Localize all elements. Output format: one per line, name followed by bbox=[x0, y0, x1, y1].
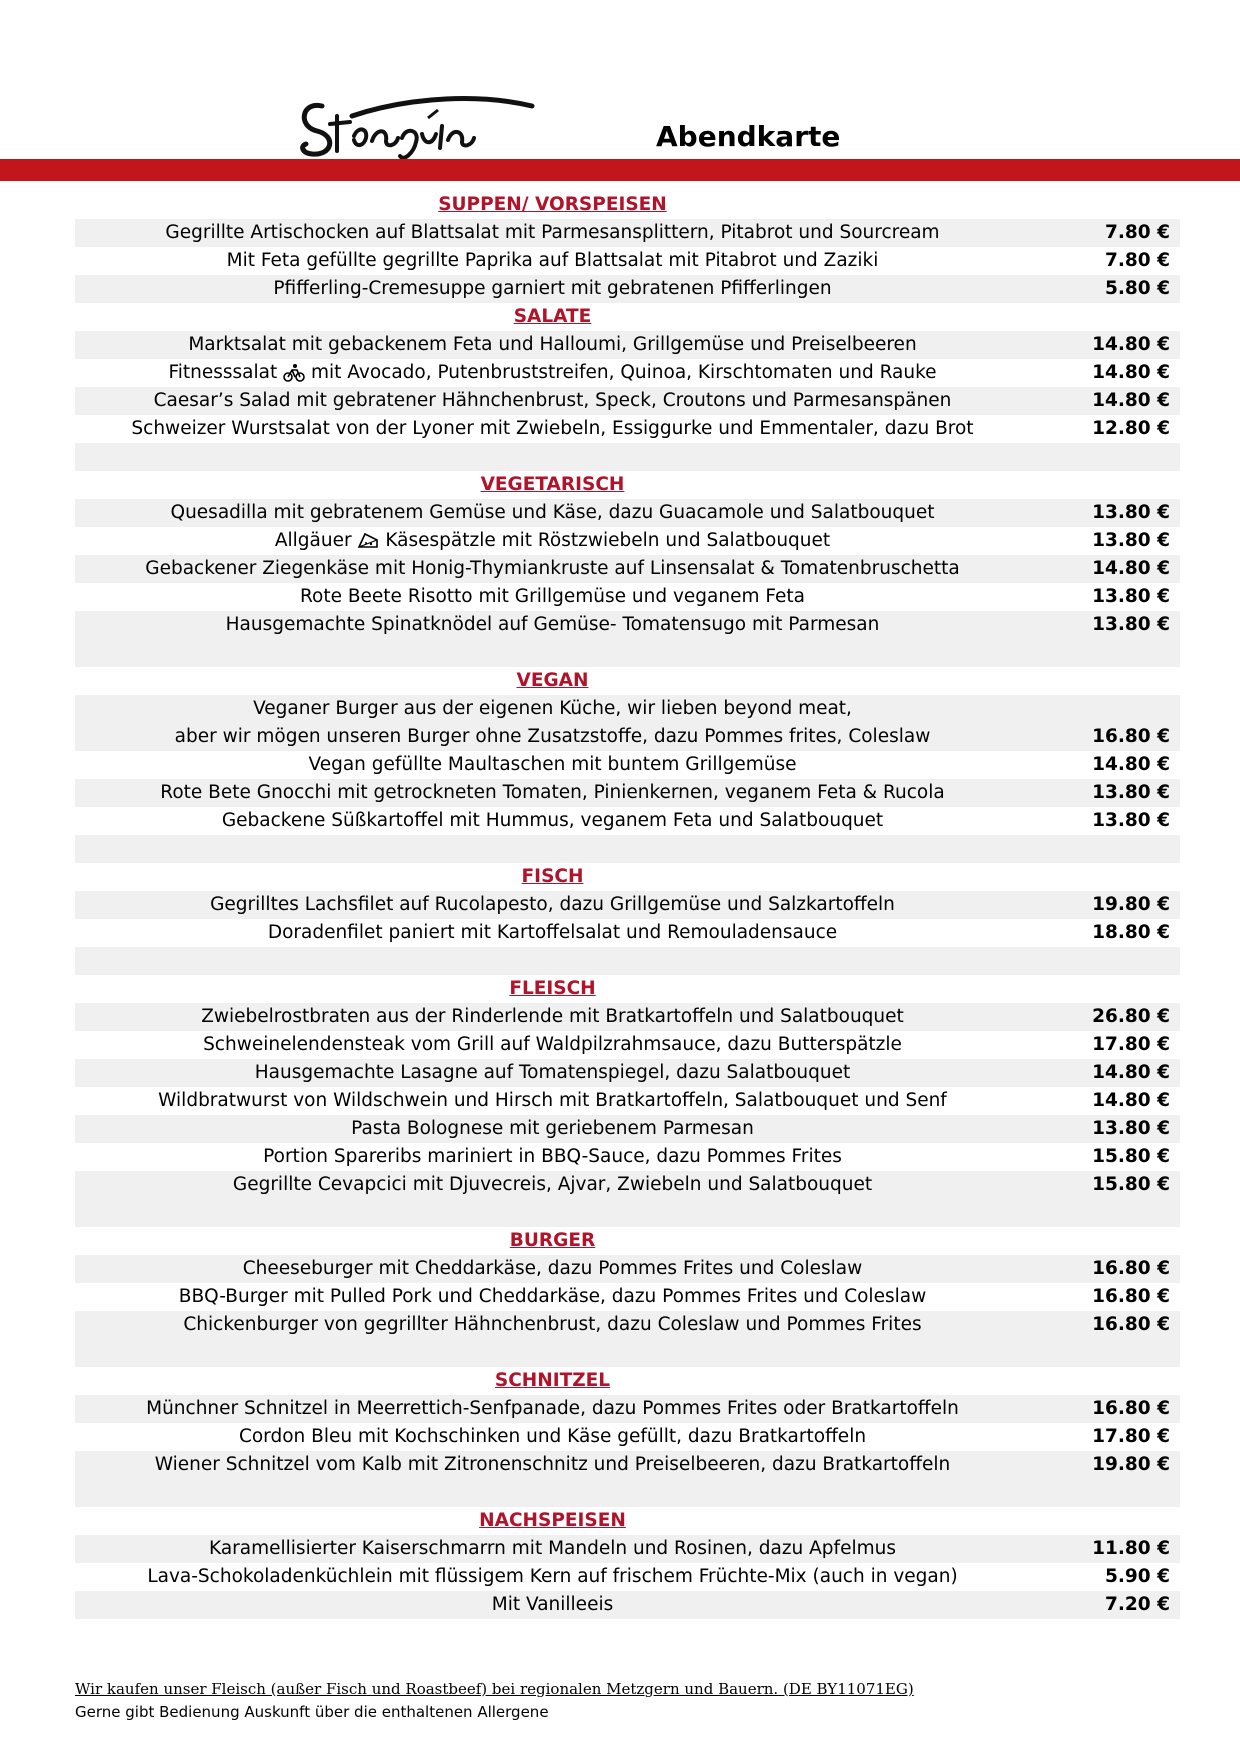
section-heading bbox=[75, 863, 1180, 891]
menu-item-price: 13.80 € bbox=[1092, 1118, 1170, 1139]
section-heading-text: FLEISCH bbox=[509, 978, 596, 999]
spacer-row bbox=[75, 639, 1180, 667]
menu-item-price: 15.80 € bbox=[1092, 1174, 1170, 1195]
menu-item bbox=[75, 415, 1180, 443]
menu-item-price: 18.80 € bbox=[1092, 922, 1170, 943]
menu-item-price: 14.80 € bbox=[1092, 1090, 1170, 1111]
section-heading-text: SUPPEN/ VORSPEISEN bbox=[438, 194, 667, 215]
section-heading-text: VEGAN bbox=[516, 670, 589, 691]
page-title: Abendkarte bbox=[656, 120, 841, 153]
menu-item-name-a: Allgäuer bbox=[274, 530, 352, 551]
menu-item-price: 17.80 € bbox=[1092, 1426, 1170, 1447]
menu-item-price: 13.80 € bbox=[1092, 586, 1170, 607]
menu-item-name: Caesar’s Salad mit gebratener Hähnchenbrust, Speck, Croutons und Parmesanspänen bbox=[153, 390, 952, 411]
menu-item-price: 7.20 € bbox=[1105, 1594, 1170, 1615]
menu-item-name: Hausgemachte Lasagne auf Tomatenspiegel, dazu Salatbouquet bbox=[254, 1062, 851, 1083]
menu-item-price: 16.80 € bbox=[1092, 1314, 1170, 1335]
menu-item bbox=[75, 1143, 1180, 1171]
menu-item-name: Wiener Schnitzel vom Kalb mit Zitronenschnitz und Preiselbeeren, dazu Bratkartoffeln bbox=[154, 1454, 951, 1475]
menu-item-name: Gegrillte Cevapcici mit Djuvecreis, Ajvar, Zwiebeln und Salatbouquet bbox=[232, 1174, 873, 1195]
menu-item-name: Doradenfilet paniert mit Kartoffelsalat und Remouladensauce bbox=[267, 922, 838, 943]
spacer-row bbox=[75, 1479, 1180, 1507]
menu-item bbox=[75, 891, 1180, 919]
menu-item-price: 16.80 € bbox=[1092, 1286, 1170, 1307]
menu-item-price: 16.80 € bbox=[1092, 1258, 1170, 1279]
menu-item-name-a: Fitnesssalat bbox=[168, 362, 278, 383]
menu-item-name: Lava-Schokoladenküchlein mit flüssigem Kern auf frischem Früchte-Mix (auch in vegan) bbox=[147, 1566, 958, 1587]
menu-item bbox=[75, 1255, 1180, 1283]
menu-item-name: Vegan gefüllte Maultaschen mit buntem Grillgemüse bbox=[308, 754, 797, 775]
menu-item bbox=[75, 331, 1180, 359]
menu-item-name: Hausgemachte Spinatknödel auf Gemüse- Tomatensugo mit Parmesan bbox=[225, 614, 880, 635]
menu-item bbox=[75, 555, 1180, 583]
menu-item bbox=[75, 247, 1180, 275]
menu-item bbox=[75, 1311, 1180, 1339]
menu-item-name: Gebackener Ziegenkäse mit Honig-Thymiankruste auf Linsensalat & Tomatenbruschetta bbox=[145, 558, 960, 579]
menu-item-name: Gegrilltes Lachsfilet auf Rucolapesto, dazu Grillgemüse und Salzkartoffeln bbox=[210, 894, 895, 915]
menu-item-name: Wildbratwurst von Wildschwein und Hirsch mit Bratkartoffeln, Salatbouquet und Senf bbox=[158, 1090, 947, 1111]
menu-item bbox=[75, 779, 1180, 807]
allergen-note: Gerne gibt Bedienung Auskunft über die enthaltenen Allergene bbox=[75, 1703, 549, 1721]
section-heading-text: SALATE bbox=[513, 306, 592, 327]
section-heading-text: VEGETARISCH bbox=[480, 474, 625, 495]
menu-item-price: 5.80 € bbox=[1105, 278, 1170, 299]
menu-item-name: Cordon Bleu mit Kochschinken und Käse gefüllt, dazu Bratkartoffeln bbox=[238, 1426, 867, 1447]
menu-item-price: 19.80 € bbox=[1092, 1454, 1170, 1475]
menu-item bbox=[75, 1591, 1180, 1619]
section-heading bbox=[75, 1507, 1180, 1535]
menu-item-name bbox=[75, 359, 1030, 387]
menu-item-price: 13.80 € bbox=[1092, 502, 1170, 523]
menu-item-name: Gebackene Süßkartoffel mit Hummus, veganem Feta und Salatbouquet bbox=[221, 810, 884, 831]
menu-item-name-b: Käsespätzle mit Röstzwiebeln und Salatbouquet bbox=[385, 530, 831, 551]
menu-item bbox=[75, 275, 1180, 303]
menu-item-name bbox=[75, 527, 1030, 555]
menu-item-price: 13.80 € bbox=[1092, 530, 1170, 551]
menu-item-price: 5.90 € bbox=[1105, 1566, 1170, 1587]
menu-item-price: 13.80 € bbox=[1092, 810, 1170, 831]
menu-item-line-2: aber wir mögen unseren Burger ohne Zusatzstoffe, dazu Pommes frites, Coleslaw bbox=[174, 726, 931, 747]
menu-item-name: Portion Spareribs mariniert in BBQ-Sauce, dazu Pommes Frites bbox=[263, 1146, 842, 1167]
menu-item-name: Zwiebelrostbraten aus der Rinderlende mit Bratkartoffeln und Salatbouquet bbox=[201, 1006, 904, 1027]
menu-item bbox=[75, 527, 1180, 555]
section-heading-text: NACHSPEISEN bbox=[479, 1510, 626, 1531]
section-heading bbox=[75, 303, 1180, 331]
menu-item-name: Quesadilla mit gebratenem Gemüse und Käse, dazu Guacamole und Salatbouquet bbox=[170, 502, 935, 523]
menu-item-name: Gegrillte Artischocken auf Blattsalat mit Parmesansplittern, Pitabrot und Sourcream bbox=[165, 222, 940, 243]
menu-item bbox=[75, 611, 1180, 639]
menu-item-price: 14.80 € bbox=[1092, 390, 1170, 411]
cyclist-icon bbox=[283, 363, 305, 383]
menu-item bbox=[75, 387, 1180, 415]
section-heading-text: FISCH bbox=[521, 866, 584, 887]
menu-item-price: 13.80 € bbox=[1092, 782, 1170, 803]
menu-item-name: Marktsalat mit gebackenem Feta und Halloumi, Grillgemüse und Preiselbeeren bbox=[188, 334, 917, 355]
menu-item-name: Cheeseburger mit Cheddarkäse, dazu Pommes Frites und Coleslaw bbox=[242, 1258, 863, 1279]
menu-item bbox=[75, 1283, 1180, 1311]
menu-item-name: Mit Feta gefüllte gegrillte Paprika auf Blattsalat mit Pitabrot und Zaziki bbox=[226, 250, 879, 271]
spacer-row bbox=[75, 947, 1180, 975]
section-heading bbox=[75, 191, 1180, 219]
menu-item bbox=[75, 499, 1180, 527]
menu-item-price: 12.80 € bbox=[1092, 418, 1170, 439]
menu-item-name bbox=[75, 695, 1030, 751]
section-heading-text: BURGER bbox=[509, 1230, 596, 1251]
menu-item-price: 16.80 € bbox=[1092, 726, 1170, 747]
spacer-row bbox=[75, 835, 1180, 863]
section-heading bbox=[75, 1367, 1180, 1395]
menu-item bbox=[75, 751, 1180, 779]
section-heading bbox=[75, 471, 1180, 499]
menu-item-price: 15.80 € bbox=[1092, 1146, 1170, 1167]
section-heading bbox=[75, 667, 1180, 695]
cheese-icon bbox=[357, 531, 379, 551]
menu-item-name: Pasta Bolognese mit geriebenem Parmesan bbox=[351, 1118, 754, 1139]
menu-item-price: 14.80 € bbox=[1092, 362, 1170, 383]
section-heading bbox=[75, 1227, 1180, 1255]
red-divider-bar bbox=[0, 159, 1240, 181]
menu-item-price: 14.80 € bbox=[1092, 1062, 1170, 1083]
menu-item bbox=[75, 1395, 1180, 1423]
menu-item-price: 17.80 € bbox=[1092, 1034, 1170, 1055]
menu-item-price: 7.80 € bbox=[1105, 222, 1170, 243]
menu-list bbox=[75, 191, 1180, 1619]
menu-item-price: 14.80 € bbox=[1092, 754, 1170, 775]
menu-item-name: Münchner Schnitzel in Meerrettich-Senfpanade, dazu Pommes Frites oder Bratkartoffeln bbox=[146, 1398, 959, 1419]
menu-item-name: Schweinelendensteak vom Grill auf Waldpilzrahmsauce, dazu Butterspätzle bbox=[203, 1034, 902, 1055]
menu-item-name: Chickenburger von gegrillter Hähnchenbrust, dazu Coleslaw und Pommes Frites bbox=[183, 1314, 922, 1335]
menu-item-price: 26.80 € bbox=[1092, 1006, 1170, 1027]
menu-item-name: Rote Bete Gnocchi mit getrockneten Tomaten, Pinienkernen, veganem Feta & Rucola bbox=[160, 782, 945, 803]
menu-item bbox=[75, 1171, 1180, 1199]
menu-item bbox=[75, 1451, 1180, 1479]
menu-item bbox=[75, 1535, 1180, 1563]
menu-item bbox=[75, 1563, 1180, 1591]
menu-item-name: BBQ-Burger mit Pulled Pork und Cheddarkäse, dazu Pommes Frites und Coleslaw bbox=[178, 1286, 927, 1307]
spacer-row bbox=[75, 1199, 1180, 1227]
menu-item-price: 11.80 € bbox=[1092, 1538, 1170, 1559]
menu-item-name: Schweizer Wurstsalat von der Lyoner mit Zwiebeln, Essiggurke und Emmentaler, dazu Brot bbox=[131, 418, 974, 439]
menu-item-line-1: Veganer Burger aus der eigenen Küche, wir lieben beyond meat, bbox=[253, 698, 852, 719]
menu-item-price: 7.80 € bbox=[1105, 250, 1170, 271]
section-heading bbox=[75, 975, 1180, 1003]
menu-item bbox=[75, 359, 1180, 387]
sourcing-note: Wir kaufen unser Fleisch (außer Fisch und Roastbeef) bei regionalen Metzgern und Bauern. (DE BY11071EG) bbox=[75, 1680, 914, 1698]
menu-item-name: Karamellisierter Kaiserschmarrn mit Mandeln und Rosinen, dazu Apfelmus bbox=[209, 1538, 896, 1559]
menu-item bbox=[75, 219, 1180, 247]
logo bbox=[292, 86, 562, 166]
menu-item-price: 14.80 € bbox=[1092, 558, 1170, 579]
menu-item-name: Pfifferling-Cremesuppe garniert mit gebratenen Pfifferlingen bbox=[273, 278, 832, 299]
menu-item-name: Rote Beete Risotto mit Grillgemüse und veganem Feta bbox=[299, 586, 805, 607]
section-heading-text: SCHNITZEL bbox=[494, 1370, 611, 1391]
menu-item bbox=[75, 1059, 1180, 1087]
menu-item-price: 14.80 € bbox=[1092, 334, 1170, 355]
menu-item bbox=[75, 1031, 1180, 1059]
menu-item-name: Mit Vanilleeis bbox=[491, 1594, 614, 1615]
menu-item bbox=[75, 1115, 1180, 1143]
menu-item bbox=[75, 1003, 1180, 1031]
menu-item-name-b: mit Avocado, Putenbruststreifen, Quinoa, Kirschtomaten und Rauke bbox=[311, 362, 937, 383]
menu-item bbox=[75, 583, 1180, 611]
spacer-row bbox=[75, 443, 1180, 471]
menu-item bbox=[75, 1423, 1180, 1451]
menu-item-price: 13.80 € bbox=[1092, 614, 1170, 635]
menu-item-price: 16.80 € bbox=[1092, 1398, 1170, 1419]
menu-item bbox=[75, 1087, 1180, 1115]
spacer-row bbox=[75, 1339, 1180, 1367]
menu-item bbox=[75, 807, 1180, 835]
menu-item bbox=[75, 919, 1180, 947]
menu-item-price: 19.80 € bbox=[1092, 894, 1170, 915]
menu-item bbox=[75, 695, 1180, 751]
